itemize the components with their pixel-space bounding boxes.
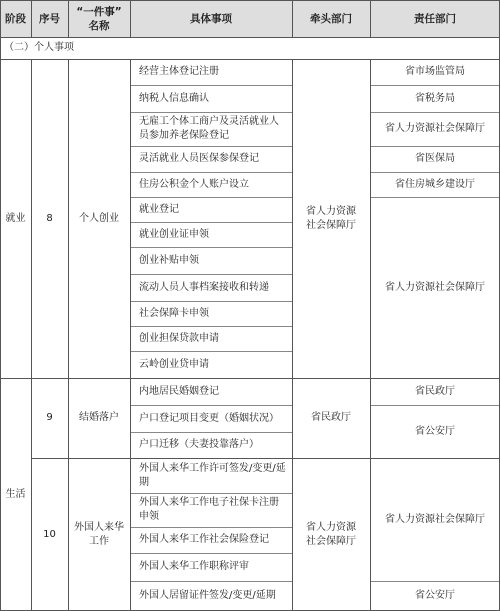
- item-7: 就业创业证申领: [139, 228, 209, 240]
- resp-9: 省人力资源社会保障厅: [385, 513, 485, 525]
- group-seq-8: 8: [46, 212, 53, 224]
- resp-6: 省人力资源社会保障厅: [385, 281, 485, 293]
- item-19: 外国人来华工作职称评审: [139, 561, 249, 572]
- resp-2: 省税务局: [415, 92, 455, 104]
- section-title: （二）个人事项: [4, 42, 74, 53]
- header-resp: 责任部门: [370, 0, 500, 37]
- grid-line: [0, 0, 500, 1]
- grid-line: [130, 146, 292, 147]
- grid-line: [68, 0, 69, 37]
- grid-line: [130, 172, 292, 173]
- grid-line: [130, 274, 292, 275]
- grid-line: [130, 59, 131, 611]
- grid-line: [130, 85, 292, 86]
- grid-line: [130, 527, 292, 528]
- lead-10: 省人力资源 社会保障厅: [306, 521, 356, 547]
- grid-line: [130, 112, 292, 113]
- lead-9: 省民政厅: [311, 412, 351, 423]
- item-12: 云岭创业贷申请: [139, 358, 209, 370]
- grid-line: [292, 0, 293, 37]
- resp-5: 省住房城乡建设厅: [395, 178, 475, 190]
- item-20: 外国人居留证件签发/变更/延期: [139, 590, 276, 601]
- grid-line: [370, 197, 500, 198]
- grid-line: [0, 0, 1, 611]
- item-6: 就业登记: [139, 203, 179, 215]
- item-10: 社会保障卡申领: [139, 307, 209, 319]
- grid-line: [68, 59, 69, 611]
- grid-line: [130, 405, 292, 406]
- item-3: 无雇工个体工商户及灵活就业人员参加养老保险登记: [139, 116, 279, 141]
- grid-line: [370, 405, 500, 406]
- grid-line: [130, 222, 292, 223]
- grid-line: [130, 301, 292, 302]
- resp-8: 省公安厅: [415, 425, 455, 437]
- grid-line: [370, 172, 500, 173]
- item-2: 纳税人信息确认: [139, 92, 209, 104]
- resp-7: 省民政厅: [415, 385, 455, 397]
- header-seq: 序号: [31, 0, 68, 37]
- grid-line: [130, 326, 292, 327]
- group-seq-10: 10: [43, 528, 56, 540]
- grid-line: [31, 458, 500, 459]
- grid-line: [130, 553, 292, 554]
- item-11: 创业担保贷款申请: [139, 332, 219, 344]
- grid-line: [0, 59, 500, 60]
- grid-line: [370, 146, 500, 147]
- grid-line: [130, 247, 292, 248]
- stage-life: 生活: [5, 488, 26, 500]
- group-name-10: 外国人来华 工作: [74, 521, 124, 547]
- item-18: 外国人来华工作社会保险登记: [139, 534, 269, 545]
- header-items: 具体事项: [130, 0, 292, 37]
- item-13: 内地居民婚姻登记: [139, 385, 219, 397]
- resp-1: 省市场监管局: [405, 66, 465, 77]
- grid-line: [370, 59, 371, 611]
- grid-line: [130, 581, 292, 582]
- stage-employment: 就业: [5, 212, 26, 224]
- grid-line: [370, 112, 500, 113]
- item-14: 户口登记项目变更（婚姻状况）: [139, 412, 279, 424]
- grid-line: [0, 378, 500, 379]
- grid-line: [370, 0, 371, 37]
- grid-line: [31, 0, 32, 37]
- grid-line: [130, 432, 292, 433]
- grid-line: [370, 85, 500, 86]
- resp-3: 省人力资源社会保障厅: [385, 123, 485, 134]
- resp-10: 省公安厅: [415, 590, 455, 601]
- header-name: “一件事” 名称: [68, 0, 130, 37]
- item-16: 外国人来华工作许可签发/变更/延期: [139, 462, 286, 488]
- item-15: 户口迁移（夫妻投靠落户）: [139, 439, 259, 450]
- group-name-8: 个人创业: [79, 212, 119, 224]
- item-5: 住房公积金个人账户设立: [139, 178, 249, 190]
- grid-line: [292, 59, 293, 611]
- item-1: 经营主体登记注册: [139, 66, 219, 77]
- item-9: 流动人员人事档案接收和转递: [139, 281, 269, 293]
- item-17: 外国人来华工作电子社保卡注册申领: [139, 497, 279, 522]
- item-8: 创业补贴申领: [139, 254, 199, 266]
- grid-line: [130, 0, 131, 37]
- grid-line: [130, 197, 292, 198]
- header-stage: 阶段: [0, 0, 31, 37]
- grid-line: [130, 493, 292, 494]
- group-seq-9: 9: [46, 412, 53, 423]
- lead-8: 省人力资源 社会保障厅: [306, 205, 356, 231]
- resp-4: 省医保局: [415, 153, 455, 164]
- grid-line: [130, 351, 292, 352]
- grid-line: [370, 581, 500, 582]
- grid-line: [0, 37, 500, 38]
- header-lead: 牵头部门: [292, 0, 370, 37]
- grid-line: [31, 59, 32, 611]
- item-4: 灵活就业人员医保参保登记: [139, 153, 259, 164]
- group-name-9: 结婚落户: [79, 412, 119, 423]
